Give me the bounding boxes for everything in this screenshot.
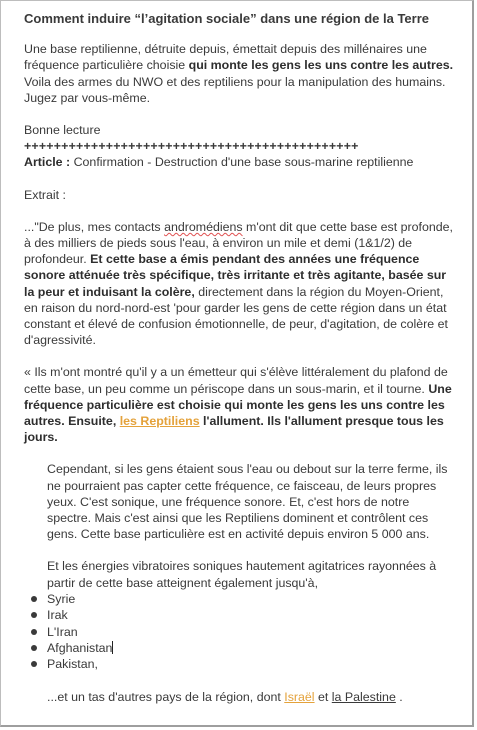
country-name: Irak (47, 608, 68, 623)
para2-bold-2: l'allument. Ils l'allument presque tous les jours. (24, 414, 444, 445)
country-name: Pakistan, (47, 657, 98, 672)
closing-paragraph (47, 689, 454, 705)
paragraph-2 (24, 364, 454, 445)
paragraph-4: Et les énergies vibratoires soniques hautement agitatrices rayonnées à partir de cette base atteignent également jusqu'à, (47, 559, 437, 590)
closing-text-b: et (314, 689, 332, 704)
country-name: L'Iran (47, 624, 78, 639)
document-body[interactable] (24, 11, 454, 705)
list-item (24, 591, 454, 607)
list-item (24, 607, 454, 623)
closing-text-a: ...et un tas d'autres pays de la région, dont (47, 689, 285, 704)
intro-text: Une base reptilienne, détruite depuis, émettait depuis des millénaires une fréquence particulière choisie (24, 42, 427, 73)
paragraph-3: Cependant, si les gens étaient sous l'eau ou debout sur la terre ferme, ils ne pourraient pas capter cette fréquence, ce faisceau, de leurs propres yeux. C'est sonique, une fréquence sonore. Et, c'est hors de notre spectre. Mais c'est ainsi que les Reptiliens dominent et contrôlent ces gens. Cette base particulière est en activité depuis environ 5 000 ans. (47, 462, 448, 542)
bullet-icon (31, 612, 37, 618)
intro-text-2: Voila des armes du NWO et des reptiliens pour la manipulation des humains. Jugez par vous-même. (24, 74, 446, 105)
list-item (24, 624, 454, 640)
para1-text-b: m'ont dit que cette base est profonde, à des milliers de pieds sous l'eau, à environ un mile et demi (1&1/2) de profondeur. (24, 219, 453, 267)
bullet-icon (31, 596, 37, 602)
para1-bold: Et cette base a émis pendant des années une fréquence sonore atténuée très spécifique, très irritante et très agitante, basée sur la peur et induisant la colère, (24, 252, 447, 299)
text-cursor (112, 641, 113, 654)
greeting: Bonne lecture (24, 123, 101, 138)
bullet-icon (31, 645, 37, 651)
israel-link[interactable]: Israël (284, 689, 315, 704)
article-title: Confirmation - Destruction d'une base sous-marine reptilienne (70, 155, 414, 170)
para2-text-a: « Ils m'ont montré qu'il y a un émetteur qui s'élève littéralement du plafond de cette base, un peu comme un périscope dans un sous-marin, et il tourne. (24, 365, 448, 396)
palestine-link[interactable]: la Palestine (331, 689, 396, 704)
closing-text-c: . (395, 689, 403, 704)
country-name: Syrie (47, 591, 76, 606)
intro-bold: qui monte les gens les uns contre les autres. (188, 58, 454, 73)
country-name: Afghanistan (47, 641, 113, 656)
para1-text-a: ..."De plus, mes contacts (24, 219, 165, 234)
bullet-icon (31, 629, 37, 635)
spellcheck-word[interactable]: andromédiens (164, 219, 243, 234)
bullet-icon (31, 661, 37, 667)
para1-text-c: directement dans la région du Moyen-Orient, en raison du nord-nord-est 'pour garder les gens de cette région dans un état constant et élevé de confusion émotionnelle, de peur, d'agitation, de colère et d'agressivité. (24, 284, 448, 348)
article-label: Article : (24, 155, 71, 170)
intro-paragraph (24, 41, 454, 106)
article-line (24, 154, 454, 170)
paragraph-1 (24, 219, 454, 349)
country-list (24, 591, 454, 673)
list-item (24, 640, 454, 656)
separator-line: +++++++++++++++++++++++++++++++++++++++++++++ (24, 139, 359, 154)
para2-bold-1: Une fréquence particulière est choisie qui monte les gens les uns contre les autres. Ensuite, (24, 381, 452, 429)
reptiliens-link[interactable]: les Reptiliens (119, 414, 200, 429)
list-item (24, 656, 454, 672)
extract-label: Extrait : (24, 187, 66, 202)
document-title: Comment induire “l’agitation sociale” dans une région de la Terre (24, 11, 430, 26)
